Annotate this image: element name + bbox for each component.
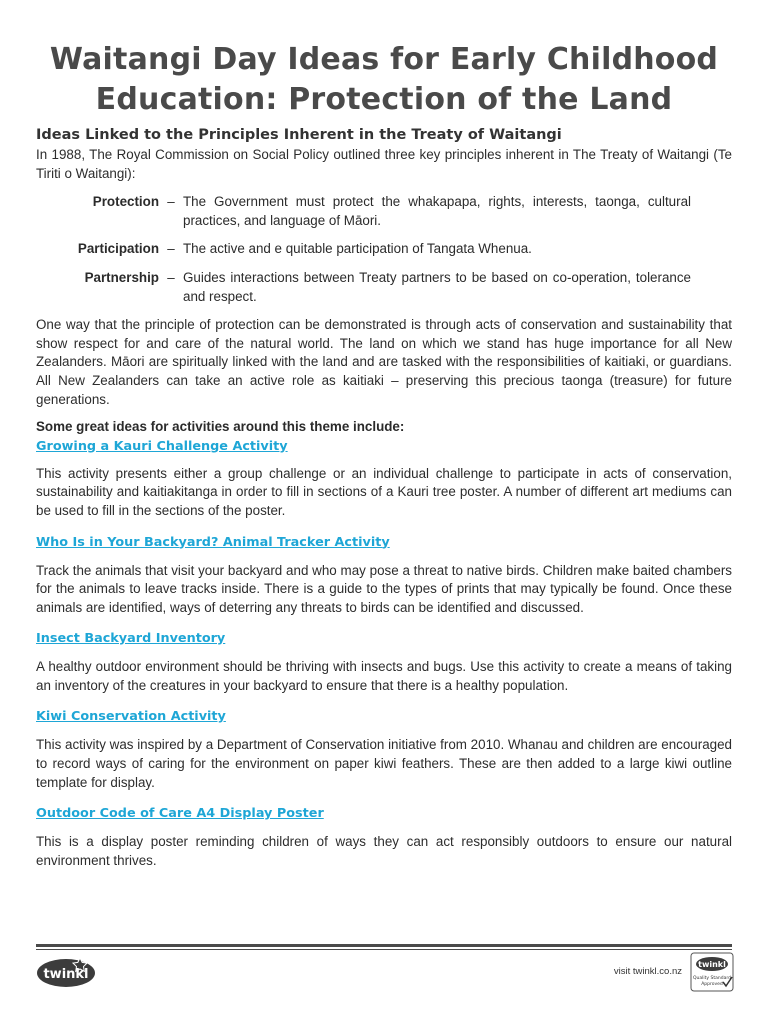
principle-dash: – xyxy=(167,194,175,210)
activity-link-animal-tracker[interactable]: Who Is in Your Backyard? Animal Tracker Activity xyxy=(36,534,390,550)
activity-outdoor-code xyxy=(36,804,732,870)
activity-description: This activity was inspired by a Department of Conservation initiative from 2010. Whanau and children are encouraged to record ways of caring for the environment on paper kiwi feathers. These are then added to a large kiwi outline template for display. xyxy=(36,737,732,790)
activity-description: Track the animals that visit your backyard and who may pose a threat to native birds. Children make baited chambers for the animals to leave tracks inside. There is a guide to the types of prints that may typically be found. Once these animals are identified, ways of deterring any threats to birds can be identified and discussed. xyxy=(36,562,732,615)
principle-term: Protection xyxy=(92,194,159,210)
twinkl-logo-icon xyxy=(36,955,96,989)
principle-definition: The Government must protect the whakapapa, rights, interests, taonga, cultural practices, and language of Māori. xyxy=(183,194,691,228)
activity-growing-kauri xyxy=(36,437,732,521)
activity-animal-tracker xyxy=(36,533,732,618)
principle-dash: – xyxy=(167,269,175,285)
activity-link-outdoor-code[interactable]: Outdoor Code of Care A4 Display Poster xyxy=(36,806,324,822)
activity-link-insect-inventory[interactable]: Insect Backyard Inventory xyxy=(36,631,226,647)
protection-paragraph: One way that the principle of protection can be demonstrated is through acts of conservation and sustainability that show respect for and care of the natural world. The land on which we stand has huge importance for all New Zealanders. Māori are spiritually linked with the land and are tasked with the responsibilities of kaitiaki, or guardians. All New Zealanders can take an active role as kaitiaki – preserving this precious taonga (treasure) for future generations. xyxy=(36,317,732,407)
activity-link-kiwi-conservation[interactable]: Kiwi Conservation Activity xyxy=(36,709,226,725)
activity-description: This activity presents either a group challenge or an individual challenge to participate in acts of conservation, sustainability and kaitiakitanga in order to fill in sections of a Kauri tree poster. A number of different art mediums can be used to fill in the sections of the poster. xyxy=(36,465,732,518)
main-content xyxy=(36,126,732,870)
principle-protection xyxy=(36,193,732,230)
principle-partnership xyxy=(36,269,732,306)
activity-link-growing-kauri[interactable]: Growing a Kauri Challenge Activity xyxy=(36,438,288,454)
badge-line-1: Quality Standard xyxy=(693,976,731,981)
page-title xyxy=(30,40,738,120)
activity-description: This is a display poster reminding children of ways they can act responsibly outdoors to ensure our natural environment thrives. xyxy=(36,834,732,868)
logo-text: twinkl xyxy=(43,967,89,982)
quality-badge-icon xyxy=(690,952,734,992)
principle-dash: – xyxy=(167,241,175,257)
principle-term: Partnership xyxy=(84,269,159,285)
section-subheading: Ideas Linked to the Principles Inherent in the Treaty of Waitangi xyxy=(36,127,562,143)
badge-line-2: Approved xyxy=(701,982,723,987)
principle-definition: The active and e quitable participation of Tangata Whenua. xyxy=(183,241,532,257)
footer-url[interactable]: visit twinkl.co.nz xyxy=(613,966,682,977)
intro-paragraph: In 1988, The Royal Commission on Social Policy outlined three key principles inherent in The Treaty of Waitangi (Te Tiriti o Waitangi): xyxy=(36,147,732,181)
title-line-1: Waitangi Day Ideas for Early Childhood xyxy=(49,42,719,77)
title-line-2: Education: Protection of the Land xyxy=(95,82,673,117)
activity-description: A healthy outdoor environment should be thriving with insects and bugs. Use this activity to create a means of taking an inventory of the creatures in your backyard to ensure that there is a healthy population. xyxy=(36,659,732,693)
activity-kiwi-conservation xyxy=(36,707,732,792)
principles-list xyxy=(36,193,732,306)
activity-insect-inventory xyxy=(36,629,732,695)
ideas-lead: Some great ideas for activities around this theme include: xyxy=(36,419,405,435)
principle-term: Participation xyxy=(77,241,159,257)
principle-participation xyxy=(36,240,732,259)
principle-definition: Guides interactions between Treaty partners to be based on co-operation, tolerance and respect. xyxy=(183,269,691,304)
badge-brand: twinkl xyxy=(698,960,726,969)
footer-divider xyxy=(36,944,732,947)
